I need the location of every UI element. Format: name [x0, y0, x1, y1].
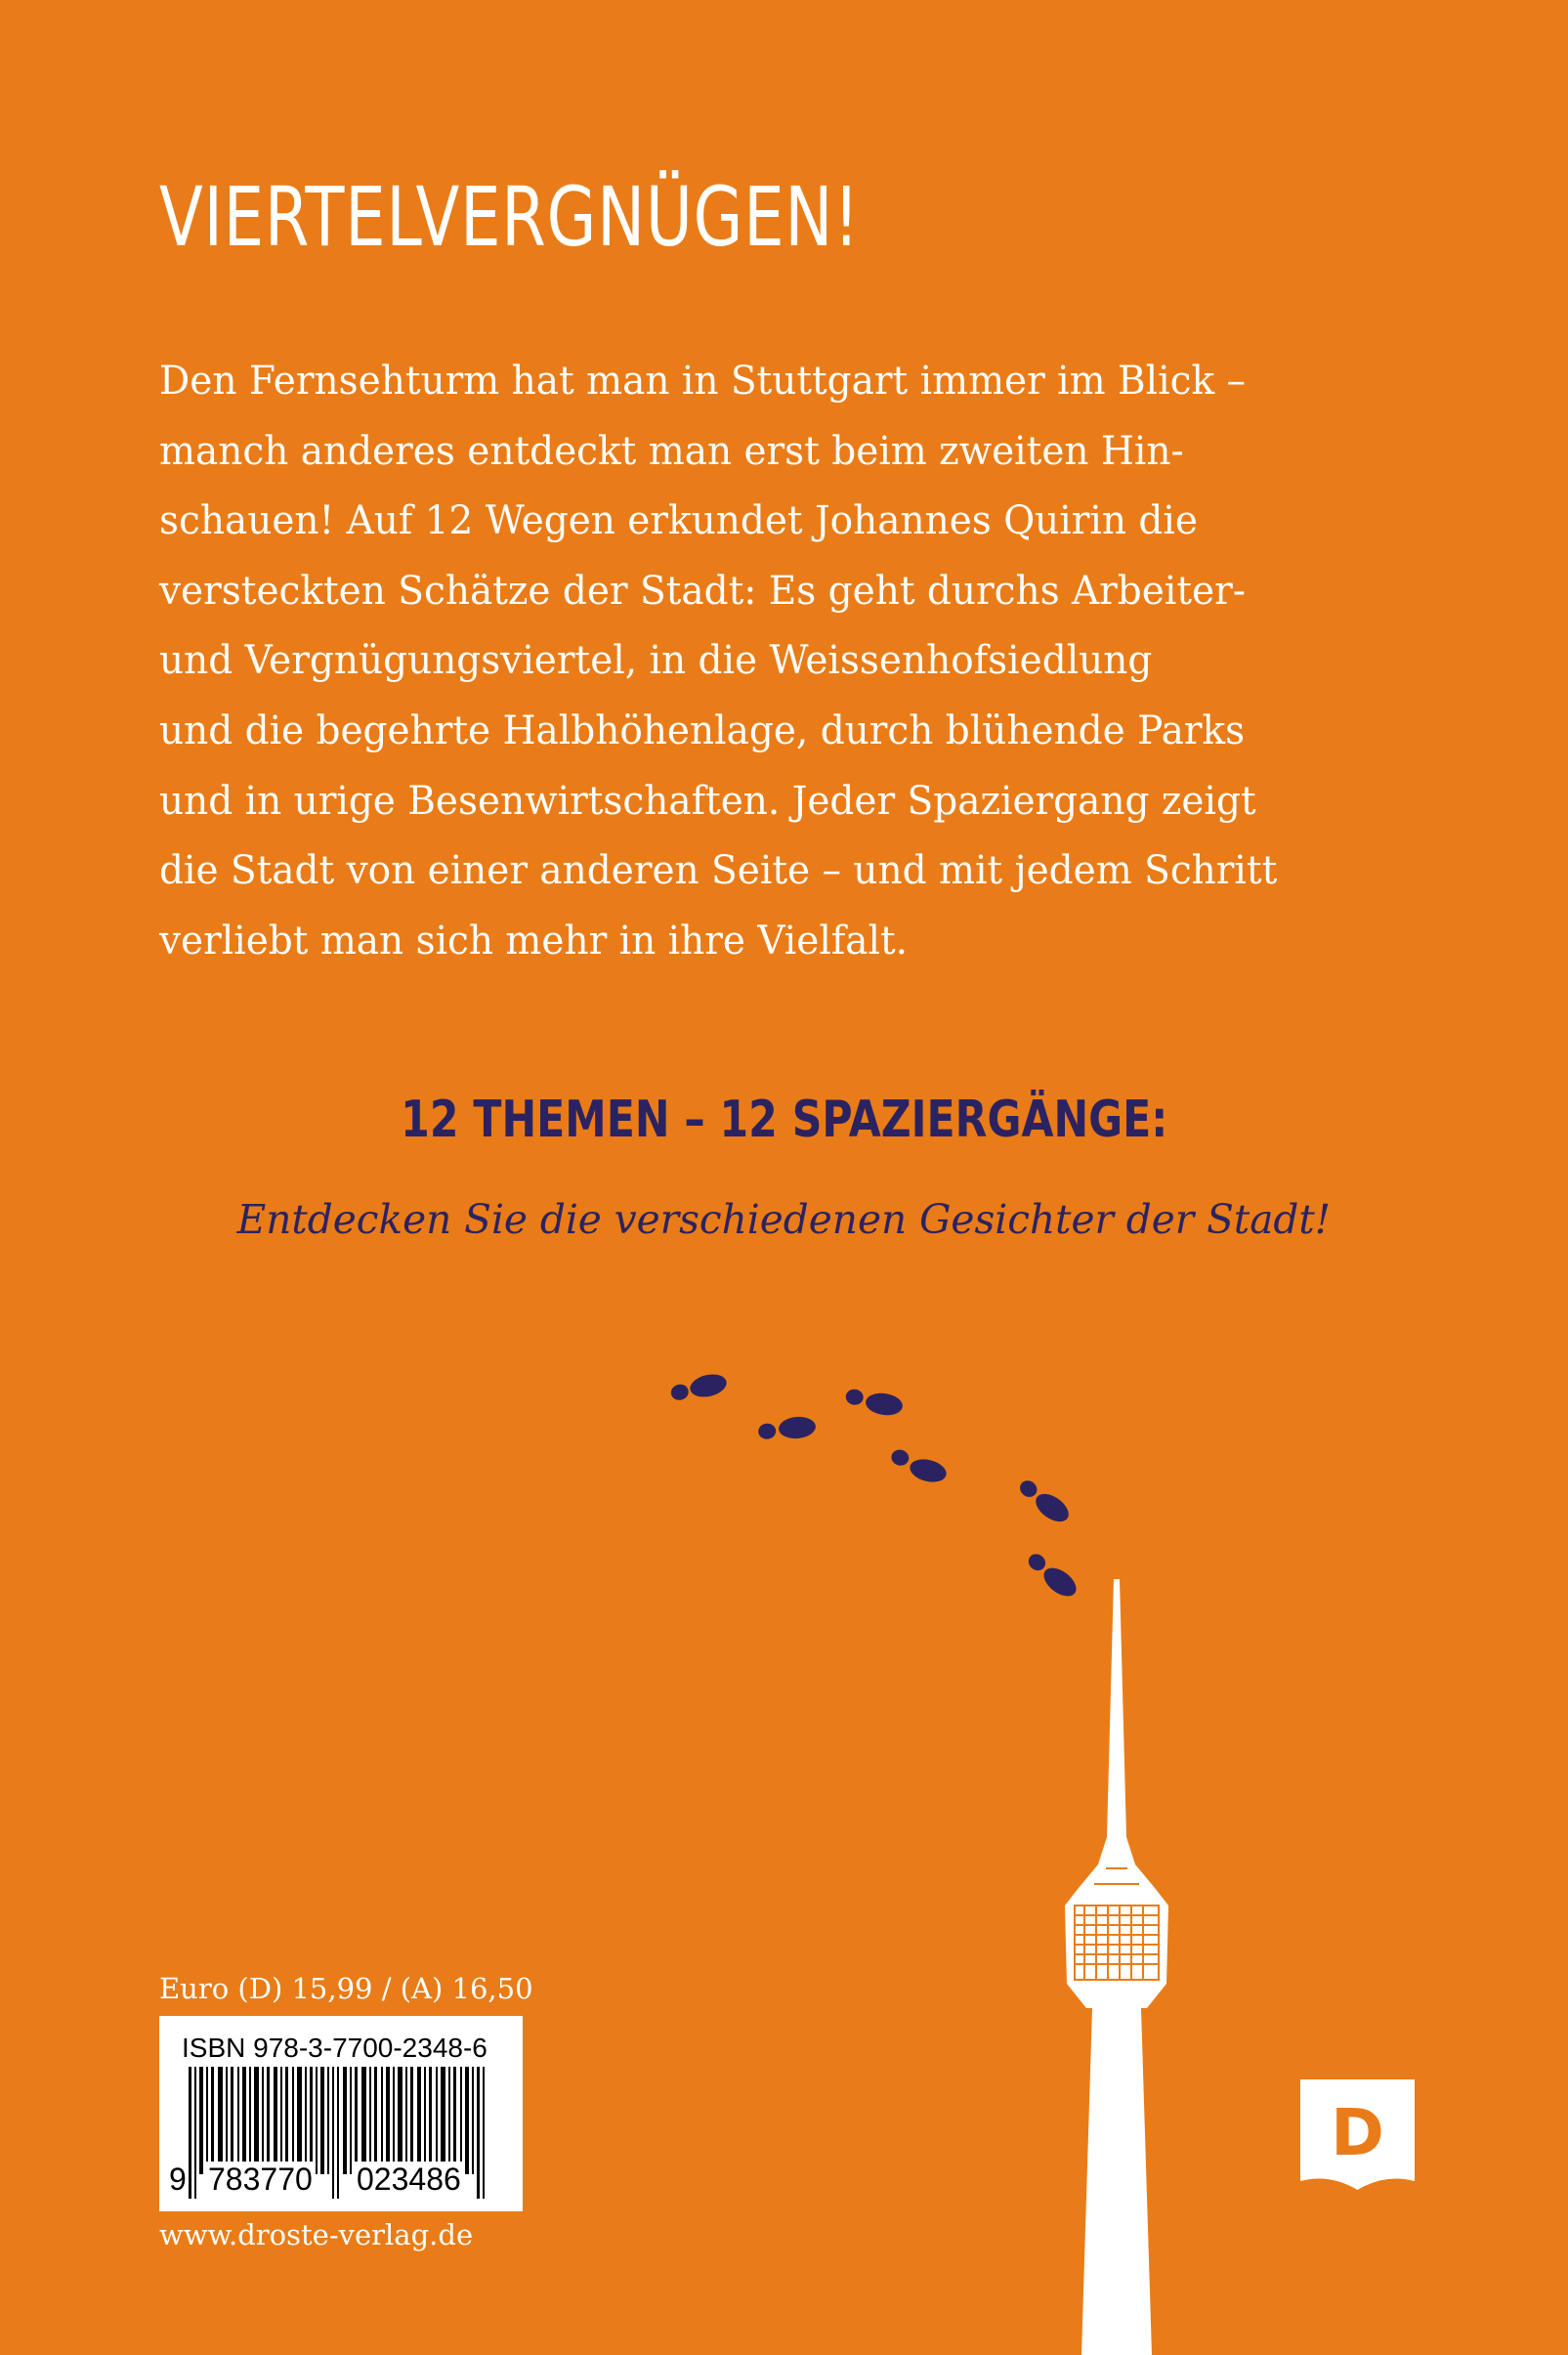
blurb-line: und die begehrte Halbhöhenlage, durch blühende Parks	[159, 707, 1246, 753]
blurb-line: manch anderes entdeckt man erst beim zweiten Hin-	[159, 428, 1184, 474]
themes-subtitle-text: Entdecken Sie die verschiedenen Gesichter der Stadt!	[236, 1196, 1332, 1243]
footprint-icon	[1014, 1477, 1074, 1527]
blurb-line: Den Fernsehturm hat man in Stuttgart immer im Blick –	[159, 359, 1247, 404]
footprint-icon	[1022, 1550, 1081, 1602]
blurb-line: und Vergnügungsviertel, in die Weissenhofsiedlung	[159, 638, 1153, 684]
blurb-line: verliebt man sich mehr in ihre Vielfalt.	[159, 918, 909, 963]
tv-tower-icon	[1065, 1579, 1168, 2355]
barcode-digits-right: 023486	[357, 2162, 461, 2197]
barcode-digits	[159, 2162, 523, 2201]
tower-shaft	[1081, 2008, 1152, 2355]
barcode-digits-left: 783770	[208, 2162, 313, 2197]
tower-antenna	[1107, 1579, 1126, 1837]
barcode	[159, 2016, 523, 2211]
tower-head	[1065, 1837, 1168, 2008]
footprint-icon	[757, 1415, 817, 1441]
headline: VIERTELVERGNÜGEN!	[159, 169, 861, 265]
publisher-logo	[1300, 2079, 1415, 2190]
barcode-digit-first: 9	[169, 2162, 187, 2197]
footprint-icon	[669, 1371, 729, 1404]
publisher-logo-letter: D	[1331, 2095, 1384, 2170]
footprints-illustration	[669, 1371, 1081, 1602]
blurb-line: die Stadt von einer anderen Seite – und mit jedem Schritt	[159, 848, 1278, 894]
blurb-line: und in urige Besenwirtschaften. Jeder Spaziergang zeigt	[159, 778, 1256, 824]
price-label: Euro (D) 15,99 / (A) 16,50	[159, 1972, 533, 2005]
footprint-icon	[888, 1448, 950, 1486]
isbn-number: ISBN 978-3-7700-2348-6	[182, 2033, 487, 2063]
publisher-website: www.droste-verlag.de	[159, 2218, 474, 2251]
themes-heading-text: 12 THEMEN – 12 SPAZIERGÄNGE:	[400, 1091, 1168, 1149]
blurb-line: schauen! Auf 12 Wegen erkundet Johannes Quirin die	[159, 498, 1198, 544]
blurb-line: versteckten Schätze der Stadt: Es geht durchs Arbeiter-	[159, 568, 1246, 614]
footprint-icon	[844, 1389, 904, 1418]
